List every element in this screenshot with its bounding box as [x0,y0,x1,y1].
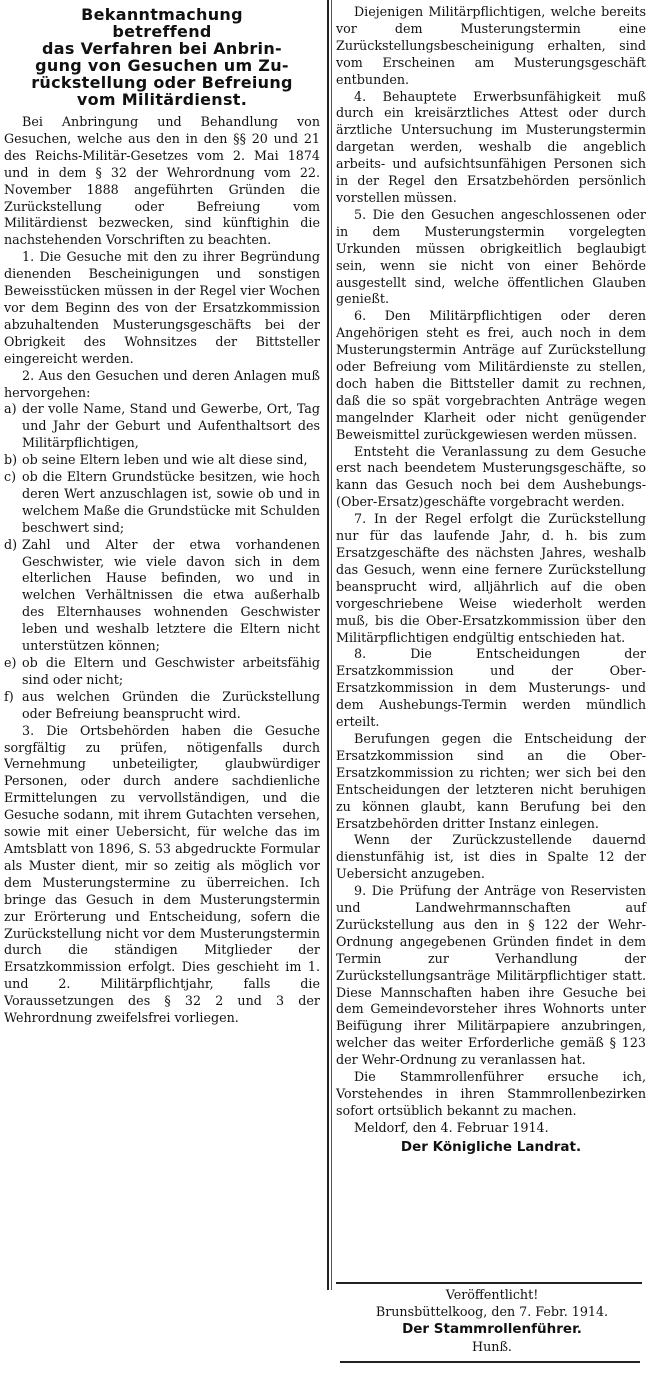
intro-paragraph: Bei Anbringung und Behandlung von Gesuchen, welche aus den in den §§ 20 und 21 des Reichs-Militär-Gesetzes vom 2. Mai 1874 und in dem § 32 der Wehrordnung vom 22. November 1888 angeführten Gründen die Zurückstellung oder Befreiung vom Militärdienst bezwecken, sind künftighin die nachstehenden Vorschriften zu beachten. [4,114,320,248]
list-item-key: f) [4,688,14,704]
paragraph-9: 9. Die Prüfung der Anträge von Reservisten und Landwehrmannschaften auf Zurückstellung aus den in § 122 der Wehr-Ordnung angegebenen Gründen findet in dem Termin zur Verhandlung der Zurückstellungsanträge Militärpflichtiger statt. Diese Mannschaften haben ihre Gesuche bei dem Gemeindevorsteher ihres Wohnorts unter Beifügung ihrer Militärpapiere anzubringen, welcher das weiter Erforderliche gemäß § 123 der Wehr-Ordnung zu veranlassen hat. [336,883,646,1068]
list-item-key: d) [4,536,18,552]
paragraph-7: 7. In der Regel erfolgt die Zurückstellung nur für das laufende Jahr, d. h. bis zum Ersatzgeschäfte des nächsten Jahres, weshalb das Gesuch, wenn eine fernere Zurückstellung beansprucht wird, alljährlich auf die oben vorgeschriebene Weise wiederholt werden muß, bis die Ober-Ersatzkommission über den Militärpflichtigen endgültig entschieden hat. [336,511,646,645]
paragraph-3: 3. Die Ortsbehörden haben die Gesuche sorgfältig zu prüfen, nötigenfalls durch Vernehmung unbeteiligter, glaubwürdiger Personen, oder durch andere sachdienliche Ermittelungen zu vervollständigen, und die Gesuche sodann, mit ihrem Gutachten versehen, sowie mit einer Uebersicht, für welche das im Amtsblatt von 1896, S. 53 abgedruckte Formular als Muster dient, mir so zeitig als möglich vor dem Musterungstermine zu überreichen. Ich bringe das Gesuch in dem Musterungstermin zur Erörterung und Entscheidung, sofern die Zurückstellung nicht vor dem Musterungstermin durch die ständigen Mitglieder der Ersatzkommission erfolgt. Dies geschieht im 1. und 2. Militärpflichtjahr, falls die Voraussetzungen des § 32 2 und 3 der Wehrordnung zweifelsfrei vorliegen. [4,722,320,1026]
list-item [4,452,320,469]
list-item-text: Zahl und Alter der etwa vorhandenen Geschwister, wie viele davon sich in dem elterlichen Hause befinden, wo und in welchen Verhältnissen die etwa außerhalb des Elternhauses wohnenden Geschwister leben und weshalb letztere die Eltern nicht unterstützen können; [22,536,320,654]
list-item-text: aus welchen Gründen die Zurückstellung oder Befreiung beansprucht wird. [22,688,320,721]
paragraph-4: 4. Behauptete Erwerbsunfähigkeit muß durch ein kreisärztliches Attest oder durch ärztliche Untersuchung im Musterungstermin dargetan werden, weshalb die angeblich arbeits- und aufsichtsunfähigen Personen sich in der Regel den Ersatzbehörden persönlich vorstellen müssen. [336,88,646,205]
list-item-key: c) [4,469,17,485]
title-line: Bekanntmachung [81,5,243,24]
list-item-text: ob die Eltern Grundstücke besitzen, wie hoch deren Wert anzuschlagen ist, sowie ob und in welchem Maße die Grundstücke mit Schulden beschwert sind; [22,469,320,535]
list-item [4,537,320,655]
publication-notice [336,1286,648,1355]
paragraph-3-continued: Diejenigen Militärpflichtigen, welche bereits vor dem Musterungstermin eine Zurückstellungsbescheinigung erhalten, sind vom Erscheinen am Musterungsgeschäft entbunden. [336,4,646,87]
title-line: betreffend [112,22,212,41]
paragraph-6b: Entsteht die Veranlassung zu dem Gesuche erst nach beendetem Musterungsgeschäfte, so kann das Gesuch noch bei dem Aushebungs-(Ober-Ersatz)geschäfte vorgebracht werden. [336,443,646,510]
title-line: gung von Gesuchen um Zu- [35,56,289,75]
paragraph-5: 5. Die den Gesuchen angeschlossenen oder in dem Musterungstermin vorgelegten Urkunden müssen obrigkeitlich beglaubigt sein, wenn sie nicht von einer Behörde ausgestellt sind, welche öffentlichen Glauben genießt. [336,206,646,307]
section-rule [336,1282,642,1284]
list-item [4,689,320,723]
paragraph-10: Die Stammrollenführer ersuche ich, Vorstehendes in ihren Stammrollenbezirken sofort ortsüblich bekannt zu machen. [336,1069,646,1118]
title-line: rückstellung oder Befreiung [31,73,293,92]
list-item-key: e) [4,655,17,670]
paragraph-2: 2. Aus den Gesuchen und deren Anlagen muß hervorgehen: [4,367,320,400]
paragraph-8b: Berufungen gegen die Entscheidung der Ersatzkommission sind an die Ober-Ersatzkommission zu richten; wer sich bei den Entscheidungen der letzteren nicht beruhigen zu können glaubt, kann Berufung bei den Ersatzbehörden dritter Instanz einlegen. [336,730,646,831]
right-column [336,4,646,1156]
column-divider [327,0,329,1290]
paragraph-8: 8. Die Entscheidungen der Ersatzkommission und der Ober-Ersatzkommission in dem Musterungs- und dem Aushebungs-Termin werden mündlich erteilt. [336,646,646,730]
place-date: Meldorf, den 4. Februar 1914. [354,1119,549,1135]
notice-title [4,6,320,108]
title-line: das Verfahren bei Anbrin- [42,39,282,58]
left-column [4,6,320,1027]
column-divider-thin [331,0,332,1290]
list-item-text: ob seine Eltern leben und wie alt diese sind, [22,452,308,468]
paragraph-8c: Wenn der Zurückzustellende dauernd dienstunfähig ist, ist dies in Spalte 12 der Uebersicht anzugeben. [336,832,646,882]
landrat-signature: Der Königliche Landrat. [400,1138,582,1155]
published-place-date: Brunsbüttelkoog, den 7. Febr. 1914. [375,1304,609,1319]
paragraph-1: 1. Die Gesuche mit den zu ihrer Begründung dienenden Bescheinigungen und sonstigen Beweisstücken müssen in der Regel vier Wochen vor dem Beginn des von der Ersatzkommission abzuhaltenden Musterungsgeschäfts bei der Obrigkeit des Wohnsitzes der Bittsteller eingereicht werden. [4,249,320,366]
published-label: Veröffentlicht! [445,1287,539,1302]
list-item [4,469,320,537]
list-item [4,655,320,689]
bottom-rule [340,1361,640,1363]
list-item-key: a) [4,401,17,417]
stammrollenfuehrer-signature: Der Stammrollenführer. [402,1321,582,1337]
signer-name: Hunß. [472,1339,512,1354]
list-item-text: ob die Eltern und Geschwister arbeitsfähig sind oder nicht; [22,655,320,687]
title-line: vom Militärdienst. [76,90,248,109]
list-item [4,401,320,452]
paragraph-6: 6. Den Militärpflichtigen oder deren Angehörigen steht es frei, auch noch in dem Musterungstermin Anträge auf Zurückstellung oder Befreiung vom Militärdienste zu stellen, doch haben die Bittsteller damit zu rechnen, daß die so spät vorgebrachten Anträge wegen mangelnder Klarheit oder nicht genügender Beweismittel zurückgewiesen werden müssen. [336,308,646,442]
list-item-key: b) [4,452,18,468]
list-item-text: der volle Name, Stand und Gewerbe, Ort, Tag und Jahr der Geburt und Aufenthaltsort des Militärpflichtigen, [22,401,320,451]
